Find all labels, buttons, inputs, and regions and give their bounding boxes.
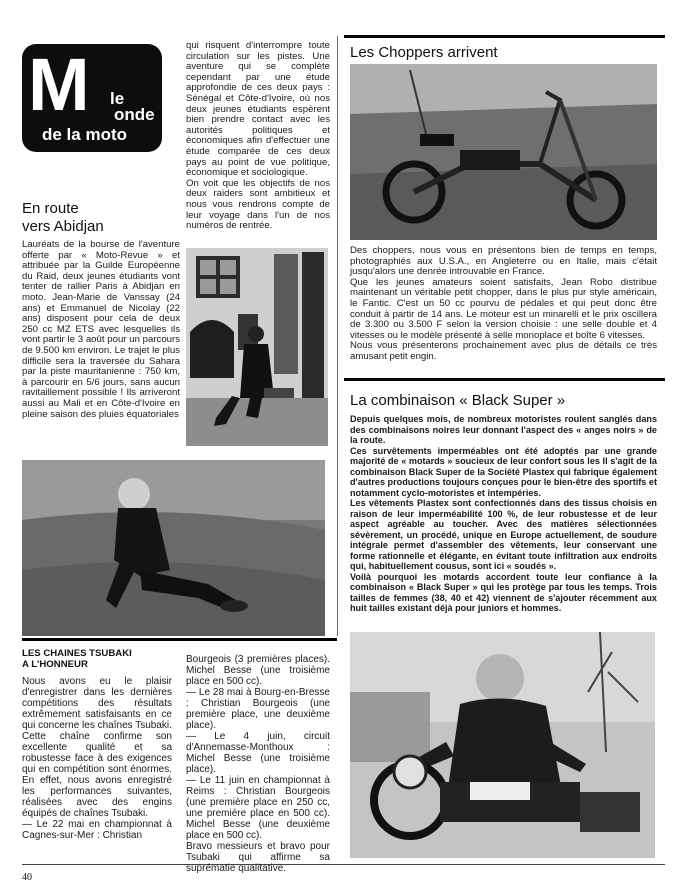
section-rule-tsubaki	[22, 638, 337, 641]
logo-line-de-la-moto: de la moto	[42, 125, 128, 144]
tsubaki-headline: LES CHAINES TSUBAKI A L'HONNEUR	[22, 648, 132, 670]
bottom-rule	[22, 864, 665, 865]
top-rule-right	[344, 35, 665, 38]
abidjan-body: Lauréats de la bourse de l'aventure offerte par « Moto-Revue » et attribuée par la Guilde Européenne du Raid, deux jeunes étudiants vont tenter de rallier Paris à Abidjan en moto. Jean-Marie de Vanssay (24 ans) et Emmanuel de Nicolay (22 ans) disposent pour cela de deux 250 cc MZ ETS avec lesquelles ils vont partir le 3 août pour un parcours de 9.500 km environ. Le trajet le plus difficile sera la traversée du Sahara par la piste mauritanienne : 750 km, à parcourir en 5/6 jours, sans aucun ravitaillement possible ! Ils arriveront aussi au Mali et en Côte-d'Ivoire en pleine saison des pluies équatoriales	[22, 239, 180, 420]
abidjan-title-line1: En route	[22, 200, 79, 217]
photo-man-doorway	[186, 248, 328, 446]
choppers-headline: Les Choppers arrivent	[350, 44, 498, 61]
le-monde-de-la-moto-logo	[22, 44, 162, 152]
logo-line-le: le	[110, 89, 125, 108]
logo-line-onde: onde	[114, 105, 155, 124]
photo-man-on-honda	[350, 632, 655, 858]
section-rule-black-super	[344, 378, 665, 381]
abidjan-body-continued: qui risquent d'interrompre toute circulation sur les pistes. Une aventure qui se complète cependant par une étude approfondie de ces deux pays : Sénégal et Côte-d'Ivoire, où nos deux jeunes étudiants espèrent bien prendre contact avec les autorités politiques et économiques afin d'effectuer une étude comparée de ces deux pays au point de vue politique, économique et sociologique. On voit que les objectifs de nos deux raiders sont ambitieux et nous vous rendrons compte de leur voyage dans l'un de nos numéros de rentrée.	[186, 40, 330, 232]
black-super-body: Depuis quelques mois, de nombreux motoristes roulent sanglés dans des combinaisons noires leur donnant l'aspect des « anges noirs » de la route. Ces survêtements imperméables ont été adoptés par une grande majorité de « motards » soucieux de leur confort sous les Il s'agit de la combinaison Black Super de la Société Plastex qui fabrique également d'autres productions toujours conçues pour le bien-être des sportifs et notamment cyclo-motoristes et intempéries. Les vêtements Plastex sont confectionnés dans des tissus choisis en raison de leur imperméabilité 100 %, de leur robustesse et de leur aspect agréable au toucher. Avec des matières sélectionnées sévèrement, un procédé, unique en Europe actuellement, de soudure intégrale permet d'assembler des vêtements, leur conservant une forme rationnelle et élégante, en évitant toute infiltration aux endroits qui, habituellement cousus, sont ici « soudés ». Voilà pourquoi les motards accordent toute leur confiance à la combinaison « Black Super » qui les protège par tous les temps. Trois tailles de femmes (38, 40 et 42) viennent de s'ajouter récemment aux huit tailles existant déjà pour juniors et hommes.	[350, 414, 657, 613]
abidjan-headline	[22, 200, 104, 236]
column-rule	[337, 36, 338, 636]
photo-chopper-fantic	[350, 64, 657, 240]
choppers-body: Des choppers, nous vous en présentons bien de temps en temps, photographiés aux U.S.A., en Angleterre ou en Italie, mais c'était jusqu'alors une denrée introuvable en France. Que les jeunes amateurs soient satisfaits, Jean Robo distribue maintenant un véritable petit chopper, dans le plus pur style américain, le Fantic. C'est un 50 cc pourvu de pédales et qui peut donc être conduit à partir de 14 ans. Le moteur est un minarelli et le prix oscillera de 3.300 ou 3.500 F selon la version choisie : une selle double et 4 vitesses ou le modèle présenté à selle monoplace et boîte 6 vitesses. Nous vous présenterons prochainement avec plus de détails ce très amusant petit engin.	[350, 245, 657, 362]
logo-letter-m: M	[28, 44, 88, 126]
photo-man-on-grass	[22, 460, 325, 636]
tsubaki-body: Nous avons eu le plaisir d'enregistrer dans les dernières compétitions des résultats extrêmement satisfaisants en ce qui concerne les chaînes Tsubaki. Cette chaîne confirme son excellente qualité et sa robustesse face à des exigences qui en compétition sont énormes. En effet, nous avons enregistré les performances suivantes, réalisées avec des engins équipés de chaînes Tsubaki. — Le 22 mai en championnat à Cagnes-sur-Mer : Christian	[22, 676, 172, 841]
page-number: 40	[22, 872, 32, 883]
black-super-headline: La combinaison « Black Super »	[350, 392, 566, 409]
abidjan-title-line2: vers Abidjan	[22, 218, 104, 235]
tsubaki-body-continued: Bourgeois (3 premières places). Michel Besse (une troisième place en 500 cc). — Le 28 mai à Bourg-en-Bresse : Christian Bourgeois (une première place, une deuxième place). — Le 4 juin, circuit d'Annemasse-Monthoux : Michel Besse (une troisième place). — Le 11 juin en championnat à Reims : Christian Bourgeois (une première place en 250 cc, une première place en 500 cc). Michel Besse (une deuxième place en 500 cc). Bravo messieurs et bravo pour Tsubaki qui affirme sa suprématie qualitative.	[186, 654, 330, 874]
